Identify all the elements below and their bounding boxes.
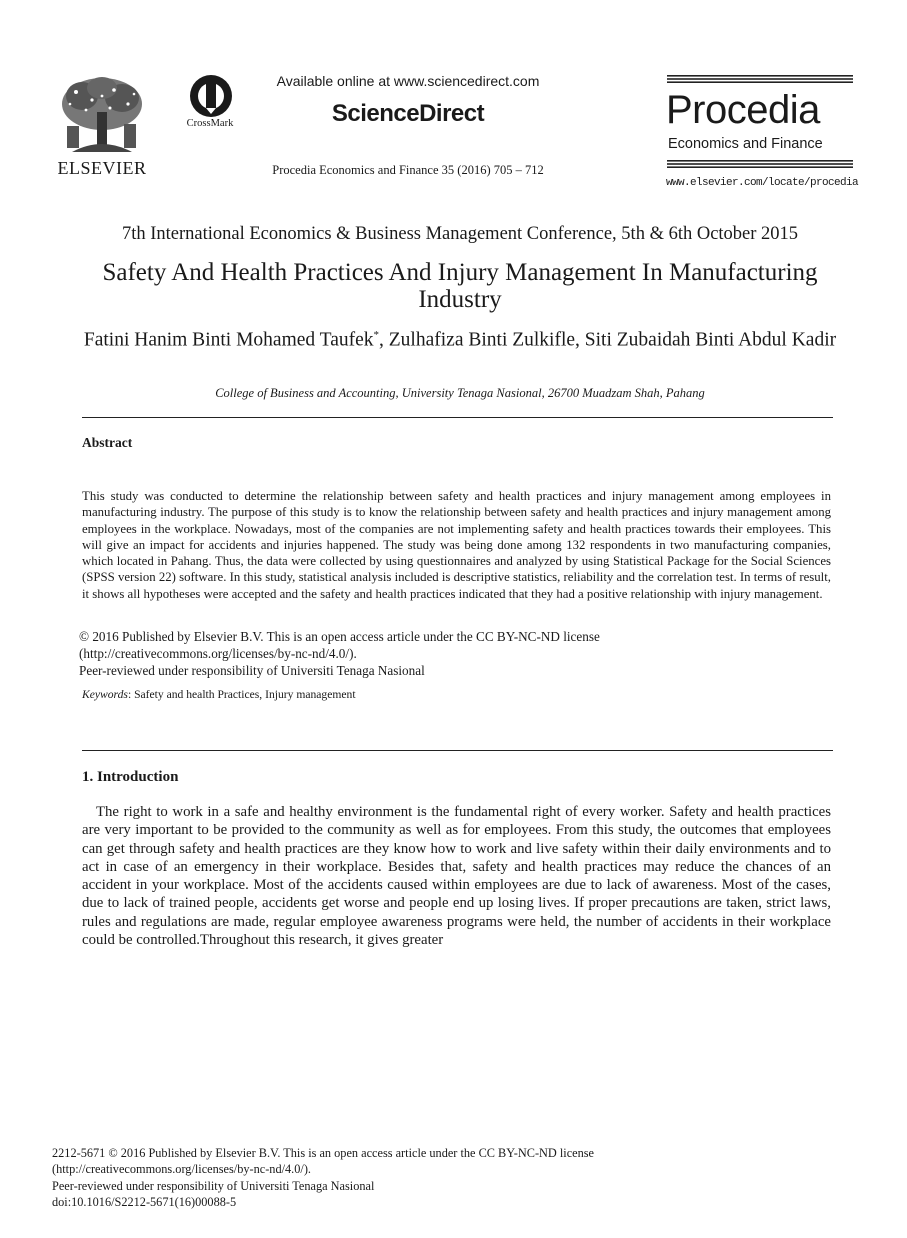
introduction-body <box>82 803 831 949</box>
procedia-wordmark: Procedia <box>666 88 820 132</box>
procedia-top-rule <box>667 75 853 83</box>
introduction-text: The right to work in a safe and healthy environment is the fundamental right of every worker. Safety and health practices are very important to be provided to the community as well as for employees. From this study, the outcomes that employees can get through safety and health practices are they know how to work and live safety within their daily environments and to act in case of an emergency in their workplace. Besides that, safety and health practices may reduce the chances of an accident in your workplace. Most of the accidents caused within employees are due to lack of awareness. Most of the cases, due to lack of trained people, accidents get worse and people end up losing lives. If proper precautions are taken, strict laws, rules and regulations are made, regular employee awareness programs were held, the number of accidents in their workplace could be controlled.Throughout this research, it gives greater <box>82 804 831 949</box>
keywords-label: Keywords <box>82 688 128 701</box>
publisher-name: ELSEVIER <box>57 158 147 178</box>
conference-line: 7th International Economics & Business Management Conference, 5th & 6th October 2015 <box>121 224 799 244</box>
abstract-heading: Abstract <box>82 435 133 450</box>
footer-peer-review: Peer-reviewed under responsibility of Universiti Tenaga Nasional <box>52 1178 375 1193</box>
keywords-line <box>82 688 831 701</box>
first-author: Fatini Hanim Binti Mohamed Taufek <box>83 329 374 351</box>
procedia-subtitle: Economics and Finance <box>668 136 823 152</box>
license-paren-close: ). <box>349 646 357 661</box>
license-link[interactable]: http://creativecommons.org/licenses/by-nc-nd/4.0/ <box>83 646 350 661</box>
page-footer <box>52 1145 852 1211</box>
footer-paren-close: ). <box>303 1162 311 1177</box>
abstract-bottom-rule <box>82 750 833 751</box>
license-paren-open: ( <box>79 646 84 661</box>
footer-paren-open: ( <box>52 1162 57 1177</box>
abstract-body: This study was conducted to determine the relationship between safety and health practices and injury management among employees in manufacturing industry. The purpose of this study is to know the relationship between safety and health practices and injury management among employees in the workplace. Nowadays, most of the companies are not implementing safety and health practices towards their employees. This will give an impact for accidents and injuries happened. The study was being done among 132 respondents in two manufacturing companies, which located in Pahang. Thus, the data were collected by using questionnaires and analyzed by using Statistical Package for the Social Sciences (SPSS version 22) software. In this study, statistical analysis included is descriptive statistics, reliability and the correlation test. In terms of result, it shows all hypotheses were accepted and the safety and health practices indicated that they had a positive relationship with injury management. <box>82 489 831 601</box>
paper-title: Safety And Health Practices And Injury Management In Manufacturing Industry <box>102 259 818 313</box>
doi-line[interactable]: doi:10.1016/S2212-5671(16)00088-5 <box>52 1195 237 1210</box>
issn-copyright-line: 2212-5671 © 2016 Published by Elsevier B.V. This is an open access article under the CC BY-NC-ND license <box>52 1146 595 1160</box>
keywords-value: : Safety and health Practices, Injury management <box>127 688 356 701</box>
peer-review-line: Peer-reviewed under responsibility of Universiti Tenaga Nasional <box>79 663 425 678</box>
footer-license-line <box>52 1161 852 1177</box>
procedia-bottom-rule <box>667 160 853 168</box>
available-online-text: Available online at www.sciencedirect.com <box>276 73 540 89</box>
footer-license-link[interactable]: http://creativecommons.org/licenses/by-nc-nd/4.0/ <box>56 1162 304 1177</box>
copyright-notice <box>79 628 839 679</box>
affiliation: College of Business and Accounting, University Tenaga Nasional, 26700 Muadzam Shah, Pahang <box>215 386 705 400</box>
crossmark-label: CrossMark <box>186 118 234 129</box>
author-list <box>80 323 840 353</box>
sciencedirect-brand[interactable]: ScienceDirect <box>331 100 485 127</box>
abstract-top-rule <box>82 417 833 418</box>
procedia-url-link[interactable]: www.elsevier.com/locate/procedia <box>666 177 859 189</box>
corresponding-author-mark[interactable]: * <box>373 329 380 341</box>
license-line <box>79 645 839 662</box>
copyright-line: © 2016 Published by Elsevier B.V. This is an open access article under the CC BY-NC-ND license <box>79 629 600 644</box>
journal-reference: Procedia Economics and Finance 35 (2016) 705 – 712 <box>272 163 544 177</box>
introduction-heading: 1. Introduction <box>82 769 179 785</box>
other-authors: , Zulhafiza Binti Zulkifle, Siti Zubaidah Binti Abdul Kadir <box>379 329 837 351</box>
